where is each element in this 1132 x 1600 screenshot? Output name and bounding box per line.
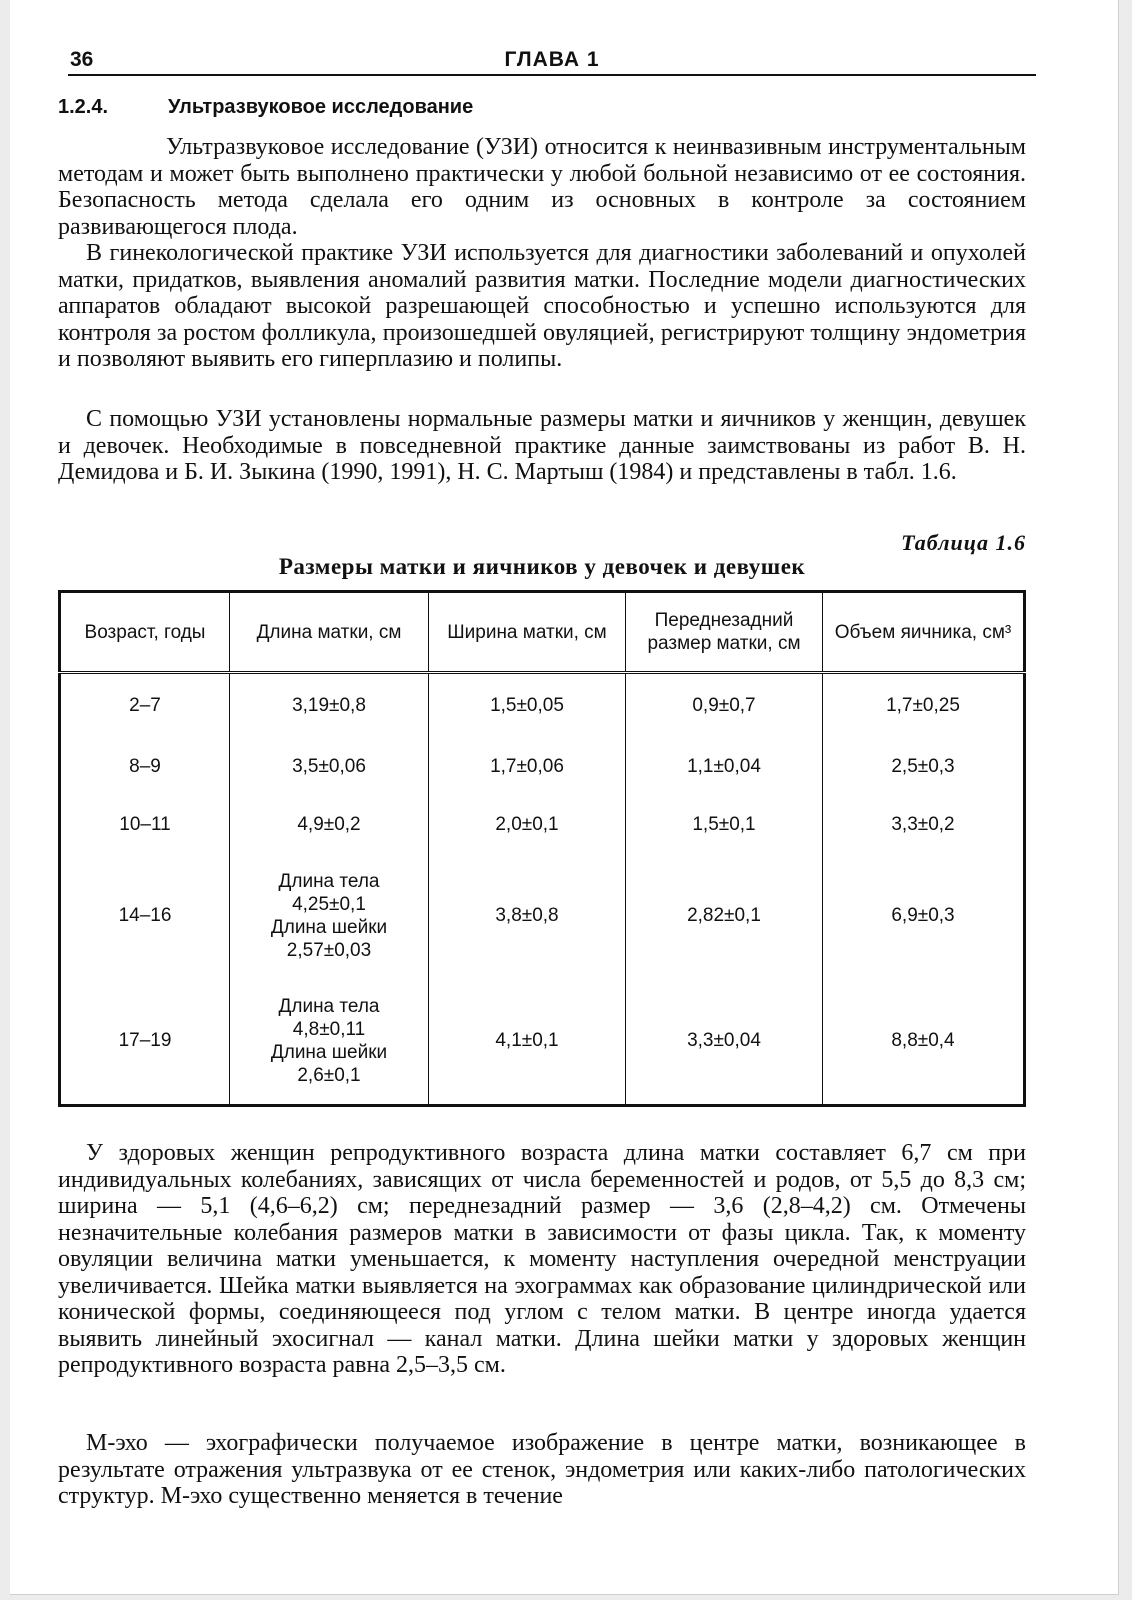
table-row bbox=[60, 738, 1025, 796]
cell-age: 2–7 bbox=[60, 673, 230, 739]
page-header bbox=[68, 44, 1036, 76]
cell-ap: 1,5±0,1 bbox=[626, 796, 823, 854]
paragraph-4: У здоровых женщин репродуктивного возраста длина матки составляет 6,7 см при индивидуальных колебаниях, зависящих от числа беременностей и родов, от 5,5 до 8,3 см; ширина — 5,1 (4,6–6,2) см; переднезадний размер — 3,6 (2,8–4,2) см. Отмечены незначительные колебания размеров матки в зависимости от фазы цикла. Так, к моменту овуляции величина матки уменьшается, к моменту наступления очередной менструации увеличивается. Шейка матки выявляется на эхограммах как образование цилиндрической или конической формы, соединяющееся под углом с телом матки. В центре иногда удается выявить линейный эхосигнал — канал матки. Длина шейки матки у здоровых женщин репродуктивного возраста равна 2,5–3,5 см. bbox=[58, 1140, 1026, 1378]
length-cervix-label: Длина шейки bbox=[270, 1042, 388, 1063]
cell-ovary: 2,5±0,3 bbox=[823, 738, 1025, 796]
uterus-ovary-size-table bbox=[58, 590, 1026, 1107]
header-uterus-length: Длина матки, см bbox=[230, 592, 429, 673]
cell-length: 3,19±0,8 bbox=[230, 673, 429, 739]
chapter-title: ГЛАВА 1 bbox=[504, 48, 600, 71]
paragraph-5: М-эхо — эхографически получаемое изображение в центре матки, возникающее в результате отражения ультразвука от ее стенок, эндометрия или каких-либо патологических структур. М-эхо существенно меняется в течение bbox=[58, 1430, 1026, 1509]
header-uterus-width: Ширина матки, см bbox=[429, 592, 626, 673]
table-row bbox=[60, 978, 1025, 1106]
table-row bbox=[60, 673, 1025, 739]
cell-length bbox=[230, 854, 429, 978]
table-number: Таблица 1.6 bbox=[901, 530, 1026, 555]
length-body-label: Длина тела bbox=[278, 996, 380, 1017]
cell-width: 2,0±0,1 bbox=[429, 796, 626, 854]
length-body-label: Длина тела bbox=[278, 871, 380, 892]
table-row bbox=[60, 796, 1025, 854]
section-number: 1.2.4. bbox=[58, 96, 109, 118]
paragraph-3: С помощью УЗИ установлены нормальные размеры матки и яичников у женщин, девушек и девочек. Необходимые в повседневной практике данные заимствованы из работ В. Н. Демидова и Б. И. Зыкина (1990, 1991), Н. С. Мартыш (1984) и представлены в табл. 1.6. bbox=[58, 406, 1026, 485]
length-body-value: 4,8±0,11 bbox=[292, 1019, 366, 1040]
header-age: Возраст, годы bbox=[60, 592, 230, 673]
cell-length bbox=[230, 978, 429, 1106]
cell-ovary: 6,9±0,3 bbox=[823, 854, 1025, 978]
length-cervix-value: 2,57±0,03 bbox=[286, 940, 372, 961]
cell-width: 4,1±0,1 bbox=[429, 978, 626, 1106]
table-caption: Размеры матки и яичников у девочек и девушек bbox=[278, 554, 806, 579]
length-cervix-label: Длина шейки bbox=[270, 917, 388, 938]
page-number: 36 bbox=[70, 48, 94, 71]
cell-ovary: 3,3±0,2 bbox=[823, 796, 1025, 854]
cell-width: 1,7±0,06 bbox=[429, 738, 626, 796]
cell-length: 4,9±0,2 bbox=[230, 796, 429, 854]
cell-age: 8–9 bbox=[60, 738, 230, 796]
cell-ap: 2,82±0,1 bbox=[626, 854, 823, 978]
paragraph-2: В гинекологической практике УЗИ используется для диагностики заболеваний и опухолей матки, придатков, выявления аномалий развития матки. Последние модели диагностических аппаратов обладают высокой разрешающей способностью и успешно используются для контроля за ростом фолликула, произошедшей овуляцией, регистрируют толщину эндометрия и позволяют выявить его гиперплазию и полипы. bbox=[58, 240, 1026, 372]
table-row bbox=[60, 854, 1025, 978]
cell-age: 17–19 bbox=[60, 978, 230, 1106]
cell-ovary: 8,8±0,4 bbox=[823, 978, 1025, 1106]
cell-age: 14–16 bbox=[60, 854, 230, 978]
cell-ap: 0,9±0,7 bbox=[626, 673, 823, 739]
cell-ovary: 1,7±0,25 bbox=[823, 673, 1025, 739]
length-cervix-value: 2,6±0,1 bbox=[297, 1065, 361, 1086]
length-body-value: 4,25±0,1 bbox=[292, 894, 366, 915]
section-title: Ультразвуковое исследование bbox=[168, 96, 474, 118]
cell-width: 3,8±0,8 bbox=[429, 854, 626, 978]
table-header-row bbox=[60, 592, 1025, 673]
header-uterus-ap-size: Переднезадний размер матки, см bbox=[626, 592, 823, 673]
cell-ap: 3,3±0,04 bbox=[626, 978, 823, 1106]
cell-length: 3,5±0,06 bbox=[230, 738, 429, 796]
section-heading bbox=[58, 96, 473, 119]
paragraph-1: Ультразвуковое исследование (УЗИ) относится к неинвазивным инструментальным методам и может быть выполнено практически у любой больной независимо от ее состояния. Безопасность метода сделала его одним из основных в контроле за состоянием развивающегося плода. bbox=[58, 134, 1026, 240]
cell-ap: 1,1±0,04 bbox=[626, 738, 823, 796]
cell-age: 10–11 bbox=[60, 796, 230, 854]
cell-width: 1,5±0,05 bbox=[429, 673, 626, 739]
header-ovary-volume: Объем яичника, см³ bbox=[823, 592, 1025, 673]
